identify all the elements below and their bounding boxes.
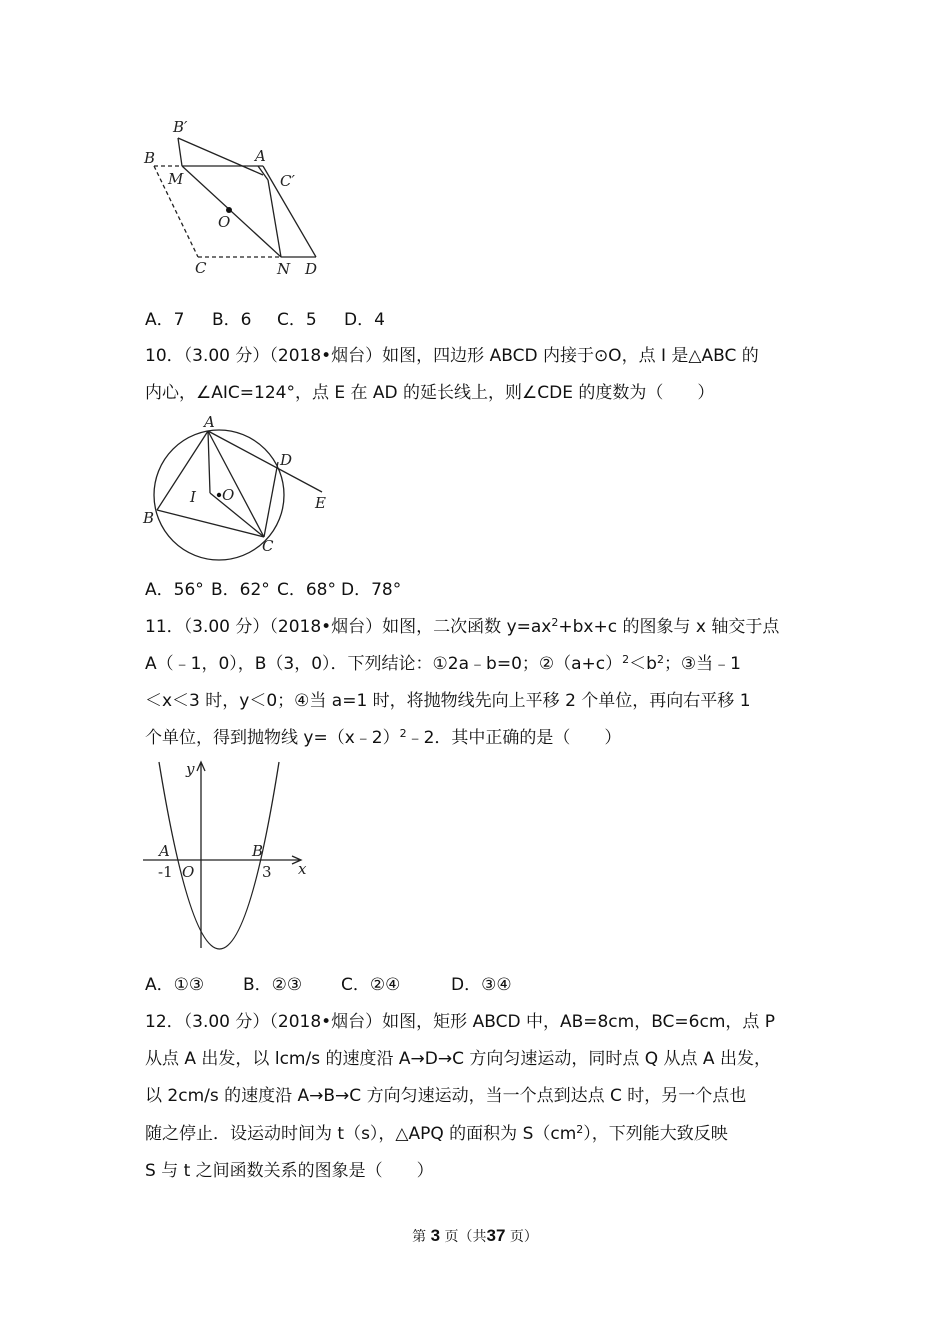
- q11-text: +bx+c 的图象与 x 轴交于点: [558, 617, 780, 637]
- label-E: E: [315, 494, 326, 512]
- figure-q9-parallelogram: [138, 112, 338, 282]
- option-a[interactable]: A．7: [145, 310, 185, 330]
- superscript: 2: [622, 653, 630, 666]
- label-I: I: [190, 488, 196, 506]
- q12-line-4: [145, 1124, 728, 1144]
- footer-prefix: 第: [412, 1229, 427, 1245]
- label-M: M: [168, 170, 184, 188]
- label-3: 3: [262, 863, 272, 881]
- label-neg1: -1: [158, 863, 173, 881]
- option-b[interactable]: B．6: [212, 310, 252, 330]
- segment-AI: [208, 431, 210, 493]
- figure-q11-parabola: [138, 755, 318, 955]
- options-q11: [145, 975, 512, 995]
- total-pages: 37: [486, 1226, 506, 1245]
- center-point-O: [217, 493, 221, 497]
- q11-line-4: [145, 728, 621, 748]
- label-O: O: [222, 486, 235, 504]
- edge-C1-N: [268, 180, 281, 257]
- label-N: N: [277, 260, 291, 278]
- label-B1: B′: [173, 118, 188, 136]
- q12-line-1: 12．（3.00 分）（2018•烟台）如图，矩形 ABCD 中，AB=8cm，BC=6cm，点 P: [145, 1012, 776, 1032]
- q11-line-1: [145, 617, 779, 637]
- label-B: B: [144, 149, 156, 167]
- figure-q10-circle: [138, 410, 338, 560]
- superscript: 2: [399, 727, 407, 740]
- label-D: D: [280, 451, 293, 469]
- label-A: A: [204, 413, 215, 431]
- edge-B1-A: [178, 138, 263, 175]
- label-O: O: [182, 863, 195, 881]
- segment-AC: [208, 431, 264, 537]
- q10-line-2: 内心，∠AIC=124°，点 E 在 AD 的延长线上，则∠CDE 的度数为（ ）: [145, 383, 715, 403]
- label-y: y: [186, 760, 195, 778]
- option-d[interactable]: D．4: [344, 310, 385, 330]
- q11-text: 11．（3.00 分）（2018•烟台）如图，二次函数 y=ax: [145, 617, 552, 637]
- option-c[interactable]: C．5: [277, 310, 317, 330]
- options-q10: [145, 580, 401, 600]
- option-c[interactable]: C．68°: [277, 580, 337, 600]
- q11-text: 个单位，得到抛物线 y=（x﹣2）: [145, 728, 400, 748]
- label-C1: C′: [280, 172, 295, 190]
- label-B: B: [252, 842, 264, 860]
- option-c[interactable]: C．②④: [341, 975, 401, 995]
- q12-line-5: S 与 t 之间函数关系的图象是（ ）: [145, 1161, 434, 1181]
- option-b[interactable]: B．②③: [243, 975, 303, 995]
- label-A: A: [159, 842, 170, 860]
- superscript: 2: [576, 1123, 584, 1136]
- q11-text: ；③当﹣1: [663, 654, 741, 674]
- footer-suffix: 页）: [509, 1229, 538, 1245]
- q11-text: A（﹣1，0），B（3，0）．下列结论：①2a﹣b=0；②（a+c）: [145, 654, 623, 674]
- label-A: A: [255, 147, 266, 165]
- page-number: 3: [430, 1226, 441, 1245]
- footer-middle: 页（共: [444, 1229, 487, 1245]
- q11-line-2: [145, 654, 741, 674]
- label-x: x: [298, 860, 307, 878]
- option-a[interactable]: A．56°: [145, 580, 204, 600]
- q12-text: ），下列能大致反映: [583, 1124, 728, 1144]
- option-d[interactable]: D．78°: [341, 580, 402, 600]
- label-D: D: [305, 260, 318, 278]
- superscript: 2: [656, 653, 664, 666]
- option-d[interactable]: D．③④: [451, 975, 512, 995]
- option-b[interactable]: B．62°: [211, 580, 270, 600]
- q11-text: ＜b: [629, 654, 657, 674]
- q12-line-2: 从点 A 出发，以 lcm/s 的速度沿 A→D→C 方向匀速运动，同时点 Q 从点 A 出发，: [145, 1049, 771, 1069]
- line-AE: [208, 431, 322, 492]
- q10-line-1: 10．（3.00 分）（2018•烟台）如图，四边形 ABCD 内接于⊙O，点 I 是△ABC 的: [145, 346, 759, 366]
- superscript: 2: [551, 616, 559, 629]
- q12-text: 随之停止．设运动时间为 t（s），△APQ 的面积为 S（cm: [145, 1124, 577, 1144]
- page-footer: [0, 1226, 950, 1246]
- label-B: B: [143, 509, 155, 527]
- label-O: O: [218, 213, 231, 231]
- options-q9: [145, 310, 385, 330]
- q11-text: ﹣2．其中正确的是（ ）: [406, 728, 622, 748]
- label-C: C: [195, 259, 207, 277]
- q12-line-3: 以 2cm/s 的速度沿 A→B→C 方向匀速运动，当一个点到达点 C 时，另一个点也: [145, 1086, 747, 1106]
- label-C: C: [262, 537, 274, 555]
- option-a[interactable]: A．①③: [145, 975, 205, 995]
- edge-B1-M: [178, 138, 182, 166]
- segment-AB: [157, 431, 208, 510]
- q11-line-3: ＜x＜3 时，y＜0；④当 a=1 时，将抛物线先向上平移 2 个单位，再向右平移 1: [145, 691, 751, 711]
